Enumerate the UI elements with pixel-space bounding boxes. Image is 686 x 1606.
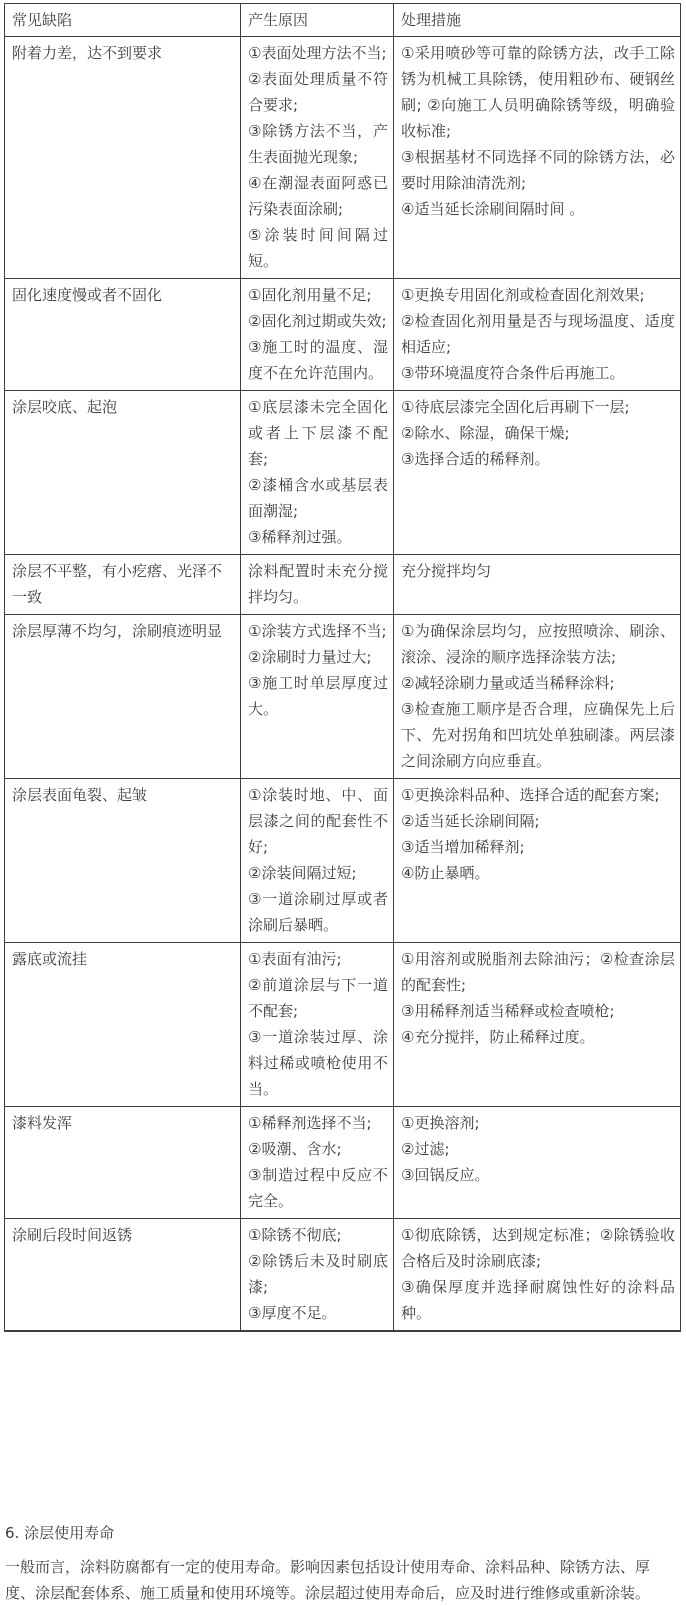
table-row [5,1219,681,1332]
defect-cell: 涂刷后段时间返锈 [5,1219,241,1332]
cause-paragraph: ③施工时的温度、湿度不在允许范围内。 [248,338,388,382]
cause-paragraph: ①表面有油污; [248,950,342,968]
cause-paragraph: ③一道涂装过厚、涂料过稀或喷枪使用不当。 [248,1028,388,1098]
measure-paragraph: ③确保厚度并选择耐腐蚀性好的涂料品种。 [401,1278,675,1322]
cause-paragraph: ③稀释剂过强。 [248,528,352,546]
measure-paragraph: ①更换涂料品种、选择合适的配套方案; [401,786,660,804]
cause-paragraph: ④在潮湿表面阿惑已污染表面涂刷; [248,174,388,218]
causes-cell [241,391,394,555]
measure-paragraph: ③适当增加稀释剂; [401,838,525,856]
measures-cell [394,555,681,615]
measure-paragraph: ②过滤; [401,1140,450,1158]
header-cell-cause: 产生原因 [241,4,394,37]
cause-paragraph: ⑤涂装时间间隔过短。 [248,226,388,270]
defect-table-header [5,4,681,37]
measure-paragraph: 充分搅拌均匀 [401,562,492,580]
paragraph-line-1: 一般而言，涂料防腐都有一定的使用寿命。影响因素包括设计使用寿命、涂料品种、除锈方法、厚 [5,1558,651,1576]
cause-paragraph: ②表面处理质量不符合要求; [248,70,388,114]
defect-cell: 漆料发浑 [5,1107,241,1219]
table-row [5,391,681,555]
measure-paragraph: ③用稀释剂适当稀释或检查喷枪; [401,1002,615,1020]
causes-cell [241,1219,394,1332]
measure-paragraph: ①采用喷砂等可靠的除锈方法，改手工除锈为机械工具除锈，使用粗砂布、硬钢丝刷; ②向施工人员明确除锈等级，明确验收标准; [401,44,675,140]
header-cell-defect: 常见缺陷 [5,4,241,37]
table-row [5,37,681,279]
measure-paragraph: ④适当延长涂刷间隔时间 。 [401,200,585,218]
measures-cell [394,779,681,943]
cause-paragraph: ②漆桶含水或基层表面潮湿; [248,476,388,520]
cause-paragraph: ③除锈方法不当，产生表面抛光现象; [248,122,388,166]
measures-cell [394,279,681,391]
measure-paragraph: ④充分搅拌，防止稀释过度。 [401,1028,595,1046]
table-row [5,1107,681,1219]
cause-paragraph: ②吸潮、含水; [248,1140,342,1158]
cause-paragraph: ③制造过程中反应不完全。 [248,1166,388,1210]
header-row [5,4,681,37]
cause-paragraph: ②除锈后未及时刷底漆; [248,1252,388,1296]
measure-paragraph: ④防止暴晒。 [401,864,490,882]
cause-paragraph: ①固化剂用量不足; [248,286,372,304]
cause-paragraph: ①底层漆未完全固化或者上下层漆不配套; [248,398,388,468]
cause-paragraph: ①稀释剂选择不当; [248,1114,372,1132]
measure-paragraph: ③根据基材不同选择不同的除锈方法，必要时用除油清洗剂; [401,148,675,192]
measures-cell [394,37,681,279]
cause-paragraph: ①除锈不彻底; [248,1226,342,1244]
measure-paragraph: ②适当延长涂刷间隔; [401,812,540,830]
measure-paragraph: ①更换专用固化剂或检查固化剂效果; [401,286,645,304]
measure-paragraph: ①更换溶剂; [401,1114,480,1132]
defect-cell: 附着力差，达不到要求 [5,37,241,279]
causes-cell [241,279,394,391]
measures-cell [394,943,681,1107]
cause-paragraph: ②固化剂过期或失效; [248,312,387,330]
cause-paragraph: ②涂装间隔过短; [248,864,357,882]
measure-paragraph: ③带环境温度符合条件后再施工。 [401,364,625,382]
cause-paragraph: ②涂刷时力量过大; [248,648,372,666]
measure-paragraph: ①用溶剂或脱脂剂去除油污；②检查涂层的配套性; [401,950,675,994]
section-heading: 6. 涂层使用寿命 [5,1524,115,1542]
causes-cell [241,943,394,1107]
measure-paragraph: ②除水、除湿，确保干燥; [401,424,570,442]
measure-paragraph: ①彻底除锈，达到规定标准；②除锈验收合格后及时涂刷底漆; [401,1226,675,1270]
defect-cell: 涂层不平整，有小疙瘩、光泽不一致 [5,555,241,615]
defect-cell: 涂层表面龟裂、起皱 [5,779,241,943]
measure-paragraph: ①待底层漆完全固化后再刷下一层; [401,398,630,416]
defect-cell: 露底或流挂 [5,943,241,1107]
cause-paragraph: ①表面处理方法不当; [248,44,387,62]
measure-paragraph: ③选择合适的稀释剂。 [401,450,550,468]
defect-cell: 固化速度慢或者不固化 [5,279,241,391]
table-row [5,555,681,615]
defect-cell: 涂层厚薄不均匀，涂刷痕迹明显 [5,615,241,779]
table-row [5,279,681,391]
measures-cell [394,615,681,779]
table-row [5,943,681,1107]
cause-paragraph: ②前道涂层与下一道不配套; [248,976,388,1020]
defect-cell: 涂层咬底、起泡 [5,391,241,555]
document-page [0,3,686,1602]
measure-paragraph: ③回锅反应。 [401,1166,490,1184]
causes-cell [241,37,394,279]
cause-paragraph: ③一道涂刷过厚或者涂刷后暴晒。 [248,890,388,934]
causes-cell [241,555,394,615]
cause-paragraph: ①涂装方式选择不当; [248,622,387,640]
causes-cell [241,1107,394,1219]
table-row [5,779,681,943]
paragraph-line-2-clipped: 度、涂层配套体系、施工质量和使用环境等。涂层超过使用寿命后，应及时进行维修或重新涂装。 [5,1584,651,1602]
measures-cell [394,1219,681,1332]
measure-paragraph: ③检查施工顺序是否合理，应确保先上后下、先对拐角和凹坑处单独刷漆。两层漆之间涂刷方向应垂直。 [401,700,675,770]
defect-table-body [5,37,681,1332]
measure-paragraph: ②减轻涂刷力量或适当稀释涂料; [401,674,615,692]
coating-life-section [5,1522,681,1606]
cause-paragraph: ①涂装时地、中、面层漆之间的配套性不好; [248,786,388,856]
table-row [5,615,681,779]
measures-cell [394,1107,681,1219]
cause-paragraph: ③施工时单层厚度过大。 [248,674,388,718]
defect-table [4,3,681,1332]
header-cell-measure: 处理措施 [394,4,681,37]
causes-cell [241,779,394,943]
measures-cell [394,391,681,555]
cause-paragraph: ③厚度不足。 [248,1304,337,1322]
measure-paragraph: ①为确保涂层均匀，应按照喷涂、刷涂、滚涂、浸涂的顺序选择涂装方法; [401,622,675,666]
measure-paragraph: ②检查固化剂用量是否与现场温度、适度相适应; [401,312,675,356]
causes-cell [241,615,394,779]
cause-paragraph: 涂料配置时未充分搅拌均匀。 [248,562,388,606]
